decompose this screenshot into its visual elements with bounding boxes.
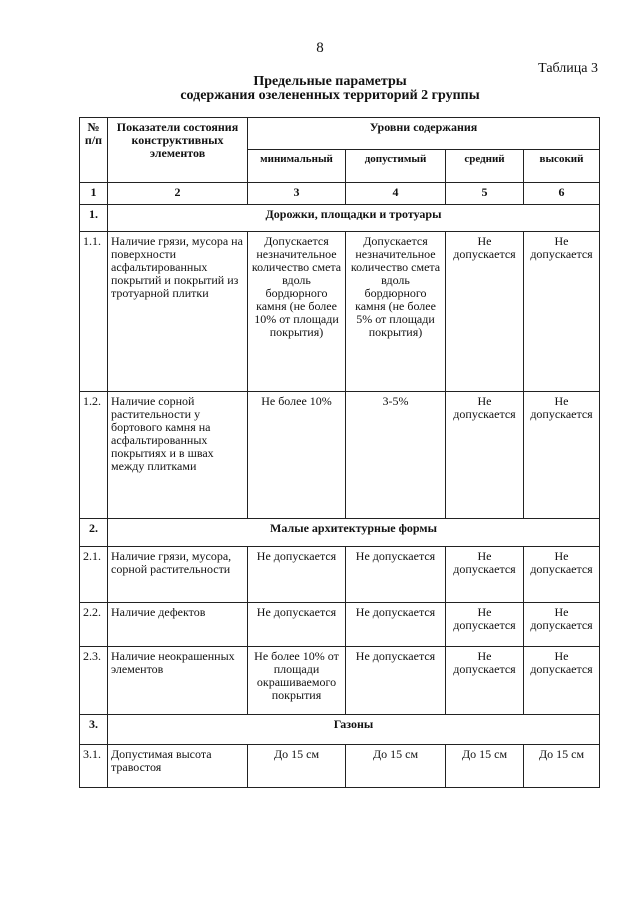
header-levels: Уровни содержания bbox=[248, 118, 600, 150]
col-number: 1 bbox=[80, 183, 108, 205]
row-num: 1.1. bbox=[80, 232, 108, 392]
section-num: 2. bbox=[80, 519, 108, 547]
row-indicator: Наличие грязи, мусора, сорной растительности bbox=[108, 547, 248, 603]
cell-allowed: Допускается незначительное количество смета вдоль бордюрного камня (не более 5% от площади покрытия) bbox=[346, 232, 446, 392]
col-number: 5 bbox=[446, 183, 524, 205]
cell-min: Допускается незначительное количество смета вдоль бордюрного камня (не более 10% от площади покрытия) bbox=[248, 232, 346, 392]
col-number: 3 bbox=[248, 183, 346, 205]
section-num: 1. bbox=[80, 205, 108, 232]
header-level-medium: средний bbox=[446, 150, 524, 183]
cell-min: Не более 10% bbox=[248, 392, 346, 519]
cell-allowed: Не допускается bbox=[346, 547, 446, 603]
row-indicator: Наличие грязи, мусора на поверхности асфальтированных покрытий и покрытий из тротуарной плитки bbox=[108, 232, 248, 392]
section-title: Газоны bbox=[108, 715, 600, 745]
header-indicators: Показатели состояния конструктивных элементов bbox=[108, 118, 248, 183]
cell-high: До 15 см bbox=[524, 745, 600, 788]
header-num: № п/п bbox=[80, 118, 108, 183]
row-indicator: Наличие дефектов bbox=[108, 603, 248, 647]
page-number: 8 bbox=[316, 40, 324, 56]
cell-medium: До 15 см bbox=[446, 745, 524, 788]
col-number: 6 bbox=[524, 183, 600, 205]
cell-allowed: Не допускается bbox=[346, 647, 446, 715]
title-line-1: Предельные параметры bbox=[253, 74, 407, 89]
document-title bbox=[120, 75, 540, 103]
cell-high: Не допускается bbox=[524, 547, 600, 603]
row-num: 2.1. bbox=[80, 547, 108, 603]
col-number: 2 bbox=[108, 183, 248, 205]
row-num: 2.3. bbox=[80, 647, 108, 715]
row-num: 2.2. bbox=[80, 603, 108, 647]
cell-min: Не допускается bbox=[248, 547, 346, 603]
row-num: 1.2. bbox=[80, 392, 108, 519]
cell-min: Не допускается bbox=[248, 603, 346, 647]
table-label: Таблица 3 bbox=[538, 61, 598, 76]
section-title: Дорожки, площадки и тротуары bbox=[108, 205, 600, 232]
header-level-high: высокий bbox=[524, 150, 600, 183]
title-line-2: содержания озелененных территорий 2 группы bbox=[180, 88, 480, 103]
col-number: 4 bbox=[346, 183, 446, 205]
cell-medium: Не допускается bbox=[446, 547, 524, 603]
cell-allowed: 3-5% bbox=[346, 392, 446, 519]
cell-high: Не допускается bbox=[524, 647, 600, 715]
header-level-allowed: допустимый bbox=[346, 150, 446, 183]
row-indicator: Наличие неокрашенных элементов bbox=[108, 647, 248, 715]
cell-medium: Не допускается bbox=[446, 392, 524, 519]
header-level-min: минимальный bbox=[248, 150, 346, 183]
section-num: 3. bbox=[80, 715, 108, 745]
cell-medium: Не допускается bbox=[446, 647, 524, 715]
cell-allowed: Не допускается bbox=[346, 603, 446, 647]
row-num: 3.1. bbox=[80, 745, 108, 788]
cell-high: Не допускается bbox=[524, 232, 600, 392]
cell-min: Не более 10% от площади окрашиваемого покрытия bbox=[248, 647, 346, 715]
row-indicator: Допустимая высота травостоя bbox=[108, 745, 248, 788]
row-indicator: Наличие сорной растительности у бортового камня на асфальтированных покрытиях и в швах между плитками bbox=[108, 392, 248, 519]
cell-high: Не допускается bbox=[524, 603, 600, 647]
section-title: Малые архитектурные формы bbox=[108, 519, 600, 547]
cell-medium: Не допускается bbox=[446, 603, 524, 647]
cell-min: До 15 см bbox=[248, 745, 346, 788]
cell-allowed: До 15 см bbox=[346, 745, 446, 788]
limits-table bbox=[79, 117, 600, 788]
cell-high: Не допускается bbox=[524, 392, 600, 519]
cell-medium: Не допускается bbox=[446, 232, 524, 392]
